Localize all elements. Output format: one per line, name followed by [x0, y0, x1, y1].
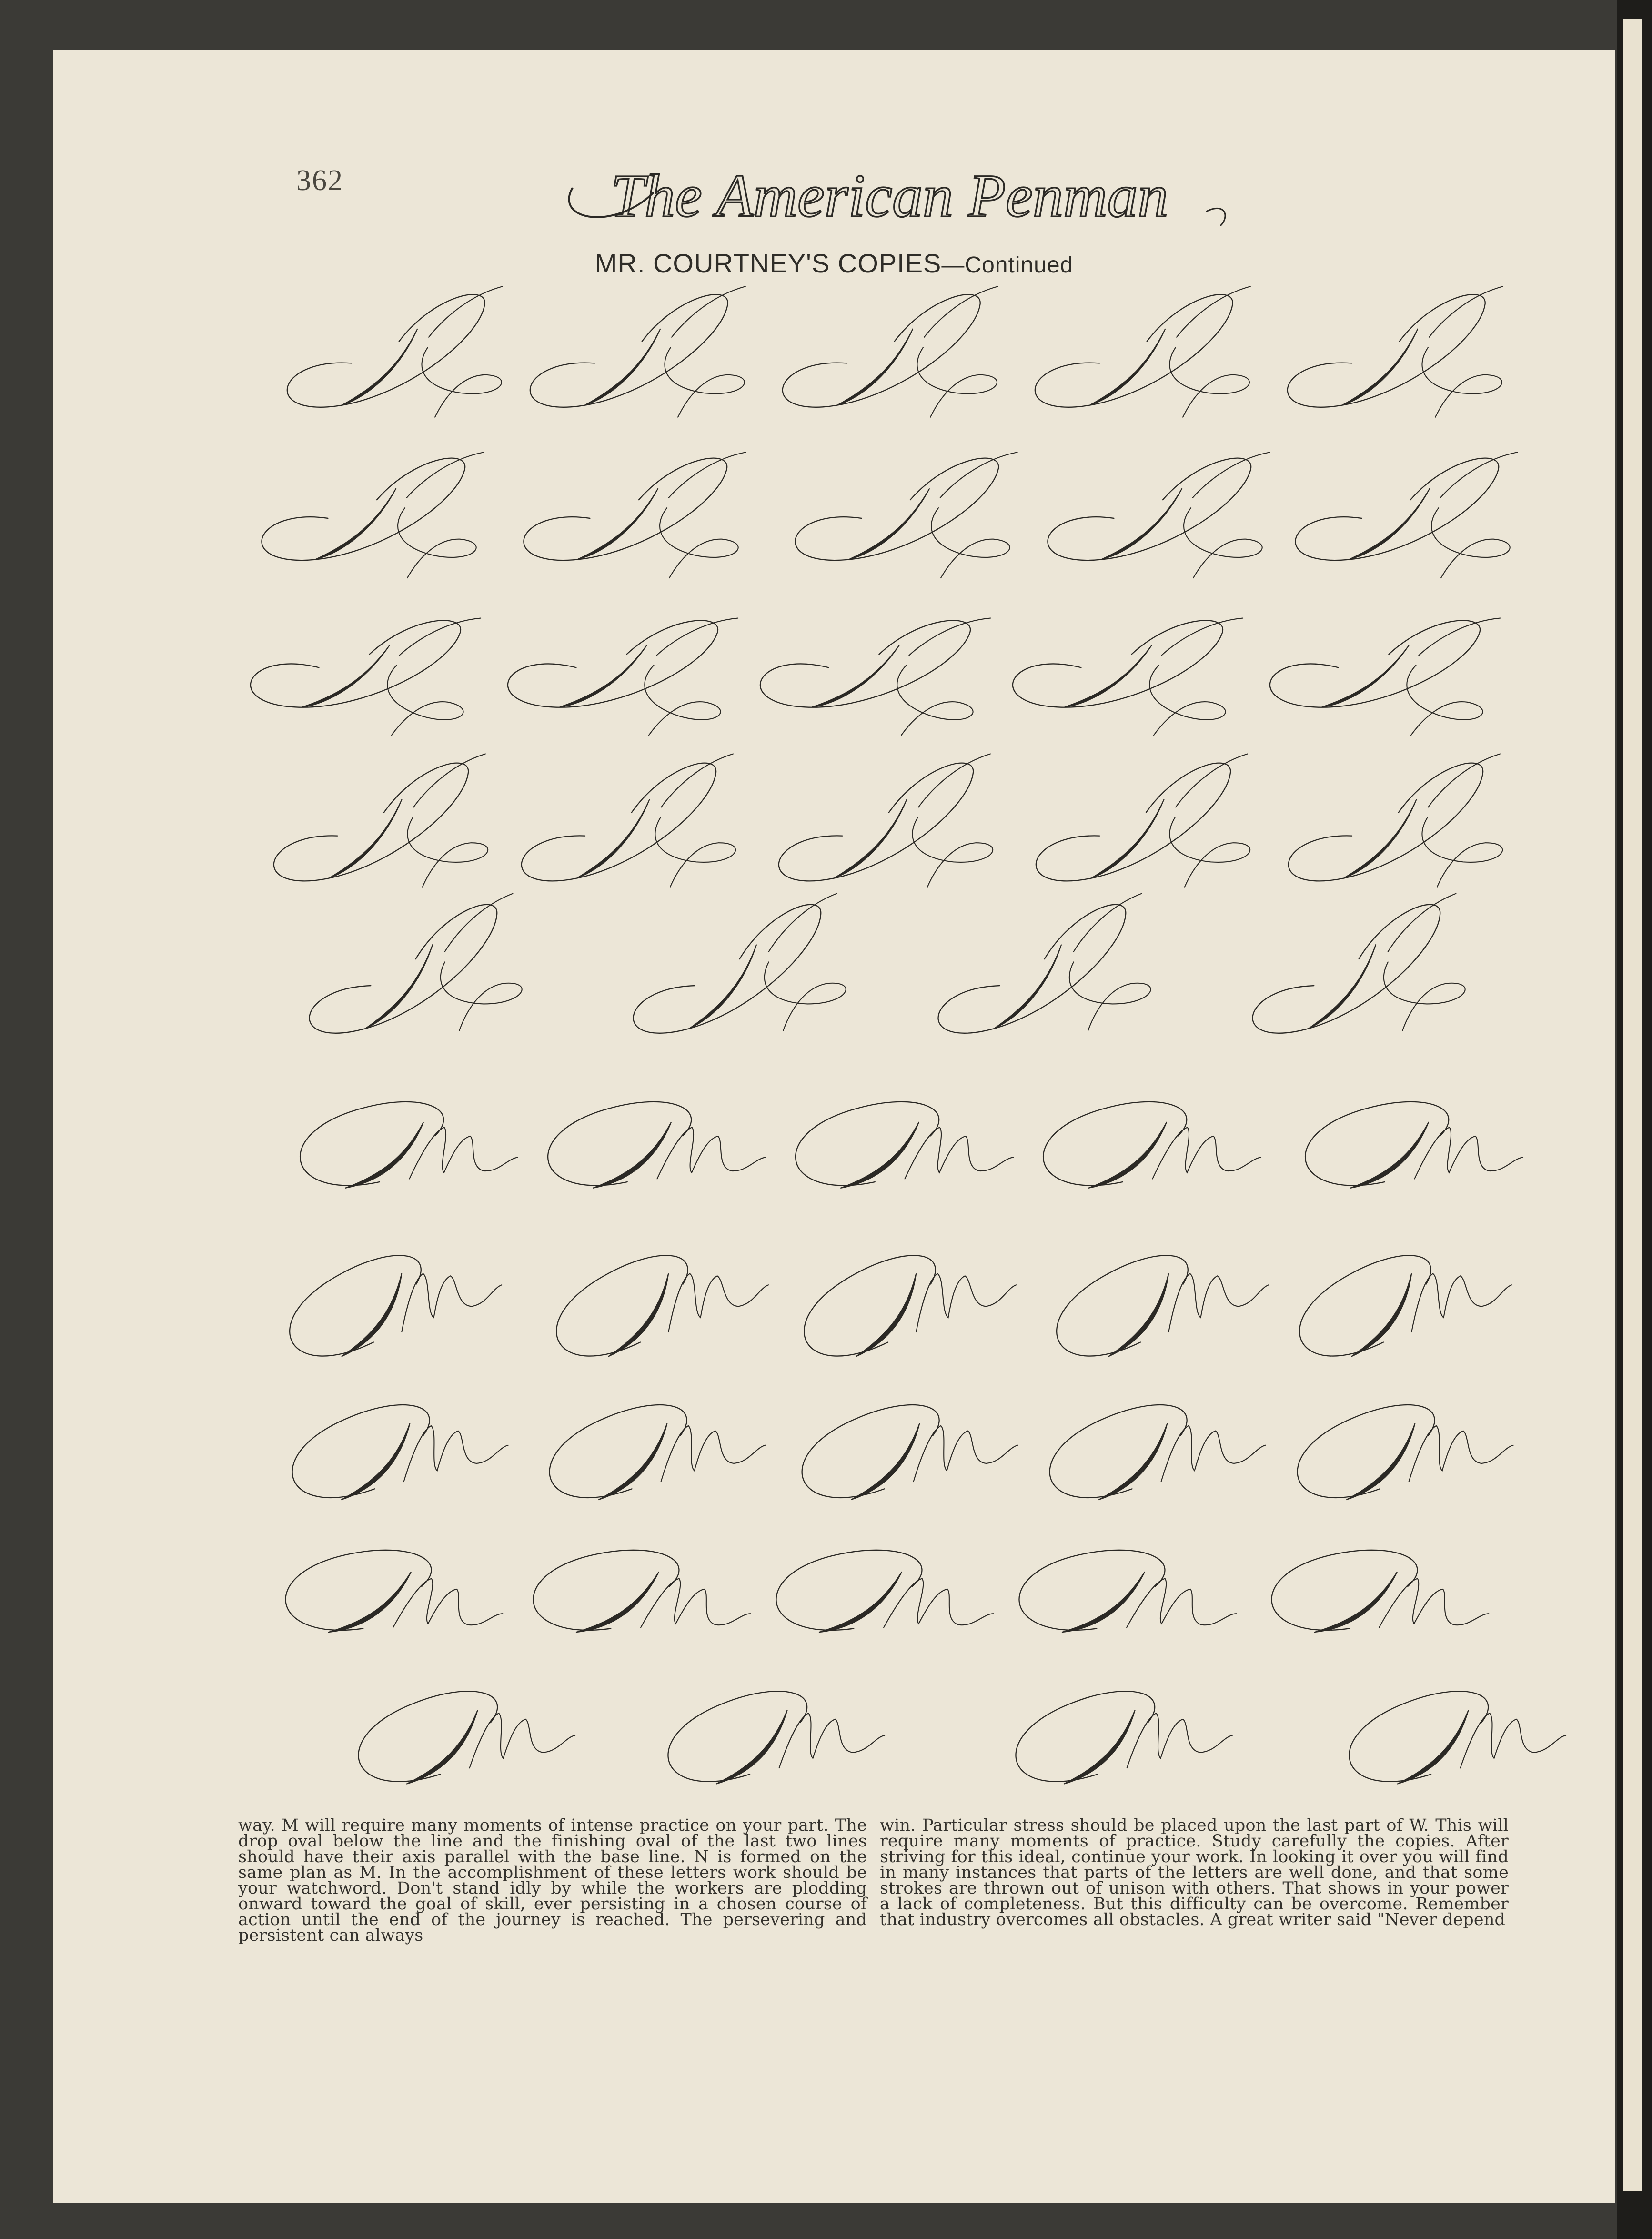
- oval-stroke: [292, 902, 516, 1041]
- capital-k-specimen: [519, 452, 755, 588]
- lower-loop: [419, 338, 505, 418]
- lower-loop: [1182, 503, 1264, 578]
- shaded-stem: [573, 488, 663, 559]
- m-humps: [460, 1699, 577, 1768]
- shaded-stroke: [1060, 1572, 1147, 1632]
- shaded-stroke: [1082, 1122, 1173, 1188]
- facing-page-edge: [1623, 19, 1642, 2191]
- capital-m-specimen: [295, 1090, 519, 1192]
- capital-m-specimen: [543, 1090, 767, 1192]
- upper-arm: [423, 286, 508, 337]
- capital-k-specimen: [1269, 610, 1501, 738]
- shaded-stroke: [394, 1710, 490, 1784]
- m-humps: [404, 1120, 519, 1179]
- capital-k-specimen: [249, 610, 481, 738]
- lower-loop: [761, 946, 852, 1032]
- upper-arm: [399, 615, 481, 658]
- shaded-stroke: [1089, 1273, 1189, 1357]
- capital-k-specimen: [277, 286, 519, 437]
- m-humps: [649, 1409, 767, 1482]
- upper-arm: [1169, 754, 1255, 807]
- oval-stroke: [1025, 292, 1244, 413]
- capital-m-specimen: [791, 1090, 1015, 1192]
- lower-loop: [930, 503, 1011, 578]
- oval-stroke: [262, 761, 483, 888]
- capital-m-specimen: [1340, 1669, 1569, 1788]
- m-humps: [392, 1576, 503, 1627]
- lower-loop: [386, 665, 465, 738]
- shaded-stroke: [587, 1122, 677, 1188]
- capital-m-specimen: [659, 1669, 887, 1788]
- upper-arm: [912, 754, 997, 807]
- shaded-stem: [812, 642, 899, 710]
- m-humps: [902, 1409, 1020, 1482]
- capital-m-specimen: [539, 1380, 768, 1510]
- capital-oval: [1042, 1245, 1207, 1369]
- masthead-text: The American Penman: [610, 162, 1168, 230]
- shaded-stroke: [1052, 1710, 1147, 1784]
- shaded-stem: [302, 642, 390, 710]
- upper-arm: [655, 754, 740, 807]
- capital-k-specimen: [790, 452, 1026, 588]
- capital-k-specimen: [615, 894, 866, 1065]
- capital-oval: [542, 1245, 706, 1369]
- shaded-stem: [576, 329, 670, 405]
- shaded-stem: [845, 488, 934, 559]
- oval-stroke: [1012, 614, 1223, 713]
- shaded-stem: [560, 642, 647, 710]
- capital-m-specimen: [1300, 1090, 1524, 1192]
- capital-oval: [275, 1245, 440, 1369]
- m-humps: [882, 1576, 994, 1627]
- capital-k-specimen: [1277, 286, 1520, 437]
- lower-loop: [662, 338, 748, 418]
- oval-stroke: [509, 761, 730, 888]
- shaded-stem: [1345, 488, 1434, 559]
- capital-k-specimen: [1235, 894, 1485, 1065]
- lower-loop: [915, 338, 1000, 418]
- capital-m-specimen: [1007, 1669, 1235, 1788]
- lower-loop: [652, 806, 740, 888]
- capital-oval: [284, 1548, 433, 1632]
- oval-stroke: [773, 292, 991, 413]
- lower-loop: [1430, 503, 1511, 578]
- oval-stroke: [759, 614, 970, 713]
- magazine-page: [53, 50, 1615, 2203]
- shaded-stroke: [1385, 1710, 1481, 1784]
- body-column-left: way. M will require many moments of intense practice on your part. The drop oval below the line and the finishing oval of the last two lines should have their axis parallel with the base line. N is formed on the same plan as M. In the accomplishment of these letters work should be your watchword. Don't stand idly by while the workers are plodding onward toward the goal of skill, ever persisting in a chosen course of action until the end of the journey is reached. The persevering and persistent can always: [238, 1816, 867, 1945]
- capital-oval: [1270, 1548, 1420, 1632]
- shaded-stroke: [836, 1273, 936, 1357]
- capital-k-specimen: [520, 286, 762, 437]
- section-title-main: MR. COURTNEY'S COPIES: [594, 248, 942, 278]
- capital-m-specimen: [532, 1546, 751, 1634]
- shaded-stroke: [1344, 1122, 1435, 1188]
- capital-k-specimen: [759, 610, 991, 738]
- lower-loop: [396, 503, 478, 578]
- m-humps: [1451, 1699, 1568, 1768]
- body-column-right: win. Particular stress should be placed upon the last part of W. This will require many moments of practice. Study carefully the copies. After striving for this ideal, continue your work. In looking it over you will find in many instances that parts of the letters are well done, and that some strokes are thrown out of unison with others. That shows in your power a lack of completeness. But this difficulty can be overcome. Remember that industry overcomes all obstacles. A great writer said "Never depend: [880, 1816, 1509, 1929]
- capital-k-specimen: [509, 754, 754, 912]
- capital-oval: [539, 1396, 700, 1508]
- capital-oval: [1287, 1396, 1448, 1508]
- capital-k-specimen: [1290, 452, 1526, 588]
- lower-loop: [896, 665, 975, 738]
- lower-loop: [1066, 946, 1157, 1032]
- shaded-stem: [1322, 642, 1409, 710]
- capital-oval: [532, 1548, 681, 1632]
- upper-arm: [1171, 286, 1256, 337]
- m-humps: [1149, 1409, 1268, 1482]
- capital-m-specimen: [791, 1380, 1021, 1510]
- capital-m-specimen: [789, 1221, 1020, 1371]
- shaded-stroke: [835, 1122, 925, 1188]
- capital-m-specimen: [1017, 1546, 1237, 1634]
- capital-k-specimen: [1276, 754, 1521, 912]
- capital-k-specimen: [766, 754, 1011, 912]
- shaded-stroke: [817, 1572, 904, 1632]
- oval-stroke: [519, 457, 733, 564]
- m-humps: [652, 1120, 766, 1179]
- upper-arm: [1421, 754, 1507, 807]
- capital-m-specimen: [1042, 1221, 1273, 1371]
- m-humps: [900, 1250, 1019, 1332]
- m-humps: [1410, 1120, 1524, 1179]
- shaded-stem: [333, 329, 427, 405]
- upper-arm: [1161, 615, 1243, 658]
- capital-k-specimen: [257, 452, 493, 588]
- capital-k-specimen: [261, 754, 506, 912]
- oval-stroke: [1236, 902, 1460, 1041]
- lower-loop: [1420, 338, 1505, 418]
- capital-k-specimen: [772, 286, 1015, 437]
- oval-stroke: [1024, 761, 1245, 888]
- capital-k-specimen: [920, 894, 1170, 1065]
- capital-oval: [1017, 1548, 1167, 1632]
- shaded-stroke: [339, 1122, 430, 1188]
- upper-arm: [666, 286, 751, 337]
- shaded-stroke: [1312, 1572, 1400, 1632]
- capital-oval: [282, 1396, 443, 1508]
- capital-m-specimen: [1038, 1090, 1262, 1192]
- m-humps: [1395, 1250, 1515, 1332]
- upper-arm: [1423, 286, 1508, 337]
- capital-m-specimen: [1039, 1380, 1269, 1510]
- capital-m-specimen: [1287, 1380, 1516, 1510]
- shaded-stroke: [1332, 1423, 1429, 1500]
- m-humps: [639, 1576, 751, 1627]
- lower-loop: [1380, 946, 1471, 1032]
- capital-k-specimen: [292, 894, 542, 1065]
- oval-stroke: [790, 457, 1004, 564]
- shaded-stem: [311, 488, 401, 559]
- shaded-stroke: [327, 1423, 423, 1500]
- lower-loop: [1405, 665, 1484, 738]
- oval-stroke: [616, 902, 840, 1041]
- capital-k-specimen: [1011, 610, 1243, 738]
- m-humps: [769, 1699, 887, 1768]
- oval-stroke: [766, 761, 987, 888]
- lower-loop: [658, 503, 740, 578]
- oval-stroke: [921, 902, 1145, 1041]
- oval-stroke: [1269, 614, 1480, 713]
- oval-stroke: [257, 457, 471, 564]
- capital-m-specimen: [275, 1221, 506, 1371]
- shaded-stroke: [704, 1710, 799, 1784]
- lower-loop: [1167, 338, 1253, 418]
- shaded-stem: [1097, 488, 1187, 559]
- m-humps: [392, 1409, 510, 1482]
- m-humps: [1117, 1699, 1235, 1768]
- capital-m-specimen: [1270, 1546, 1489, 1634]
- upper-arm: [918, 286, 1003, 337]
- lower-loop: [404, 806, 492, 888]
- page-number: 362: [296, 164, 343, 197]
- lower-loop: [909, 806, 997, 888]
- upper-arm: [909, 615, 990, 658]
- lower-loop: [1148, 665, 1227, 738]
- capital-k-specimen: [1043, 452, 1279, 588]
- shaded-stem: [1065, 642, 1152, 710]
- upper-arm: [1419, 615, 1500, 658]
- shaded-stem: [1081, 329, 1175, 405]
- oval-stroke: [507, 614, 718, 713]
- lower-loop: [1419, 806, 1507, 888]
- shaded-stroke: [322, 1273, 422, 1357]
- shaded-stroke: [574, 1572, 661, 1632]
- shaded-stroke: [584, 1423, 681, 1500]
- oval-stroke: [277, 292, 496, 413]
- oval-stroke: [1043, 457, 1257, 564]
- oval-stroke: [1290, 457, 1504, 564]
- m-humps: [1148, 1120, 1262, 1179]
- shaded-stroke: [1085, 1423, 1181, 1500]
- capital-m-specimen: [349, 1669, 578, 1788]
- shaded-stem: [1334, 329, 1427, 405]
- capital-oval: [791, 1396, 953, 1508]
- capital-m-specimen: [542, 1221, 773, 1371]
- oval-stroke: [1278, 292, 1496, 413]
- upper-arm: [407, 754, 493, 807]
- oval-stroke: [250, 614, 461, 713]
- m-humps: [1378, 1576, 1489, 1627]
- m-humps: [1152, 1250, 1272, 1332]
- shaded-stroke: [589, 1273, 688, 1357]
- m-humps: [652, 1250, 772, 1332]
- capital-oval: [789, 1245, 954, 1369]
- m-humps: [900, 1120, 1014, 1179]
- capital-oval: [775, 1548, 924, 1632]
- shaded-stroke: [1332, 1273, 1431, 1357]
- m-humps: [1397, 1409, 1515, 1482]
- capital-oval: [1285, 1245, 1450, 1369]
- capital-k-specimen: [1025, 286, 1267, 437]
- oval-stroke: [520, 292, 739, 413]
- upper-arm: [656, 615, 738, 658]
- capital-k-specimen: [506, 610, 738, 738]
- lower-loop: [437, 946, 528, 1032]
- shaded-stroke: [837, 1423, 933, 1500]
- shaded-stroke: [326, 1572, 413, 1632]
- m-humps: [385, 1250, 505, 1332]
- capital-k-specimen: [1023, 754, 1269, 912]
- shaded-stem: [829, 329, 922, 405]
- section-title-continued: —Continued: [941, 252, 1074, 278]
- capital-m-specimen: [282, 1380, 511, 1510]
- capital-m-specimen: [284, 1546, 503, 1634]
- capital-m-specimen: [1285, 1221, 1516, 1371]
- lower-loop: [643, 665, 722, 738]
- lower-loop: [1167, 806, 1254, 888]
- capital-oval: [1039, 1396, 1200, 1508]
- oval-stroke: [1276, 761, 1497, 888]
- penmanship-plate: [53, 50, 1615, 1788]
- m-humps: [1125, 1576, 1237, 1627]
- capital-m-specimen: [775, 1546, 994, 1634]
